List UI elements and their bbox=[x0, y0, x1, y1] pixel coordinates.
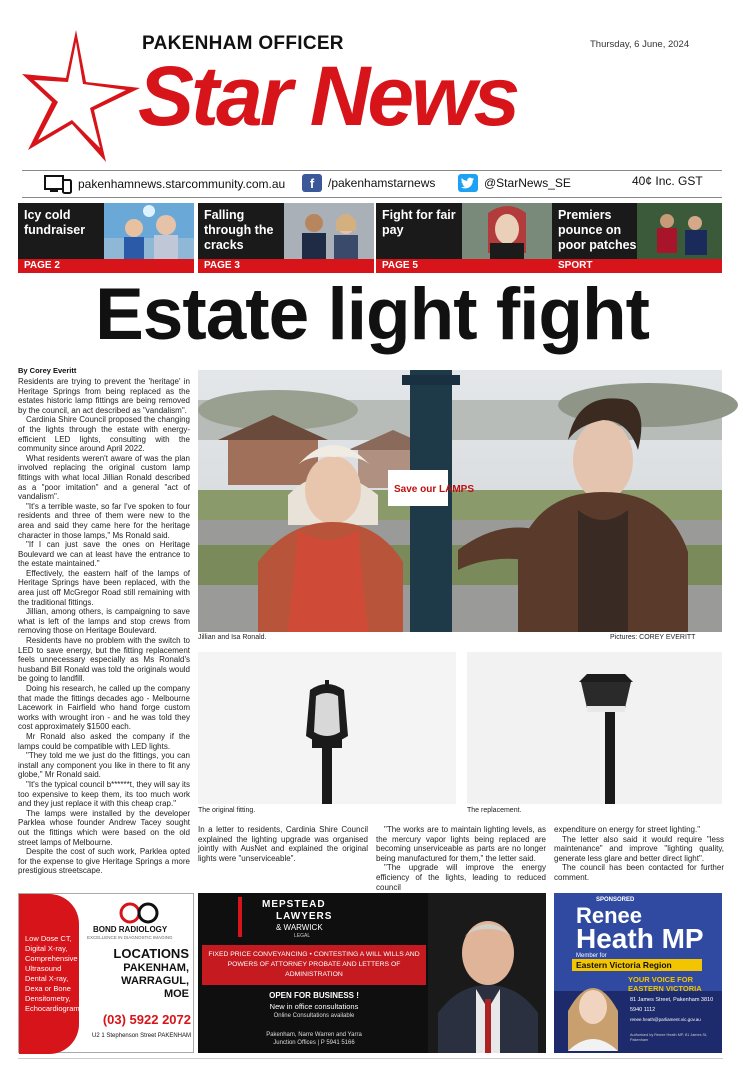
teaser-photo-fair-pay bbox=[462, 203, 552, 260]
teaser-photo-icy bbox=[104, 203, 194, 260]
teaser-photo-falling bbox=[284, 203, 374, 260]
photo-credit: Pictures: COREY EVERITT bbox=[610, 634, 696, 641]
brand-wordmark: Star News bbox=[138, 49, 518, 143]
heath-last-name: Heath MP bbox=[576, 923, 704, 954]
replacement-fitting-photo bbox=[467, 652, 722, 804]
teaser-page-label: PAGE 2 bbox=[18, 259, 194, 273]
bond-phone[interactable]: (03) 5922 2072 bbox=[102, 1012, 191, 1027]
article-paragraph: What residents weren't aware of was the plan involved replacing the original custom lamp fittings with what local Jillian Ronald described as a "poor imitation" and a general "act of vandalism". bbox=[18, 453, 190, 502]
mepstead-services: FIXED PRICE CONVEYANCING • CONTESTING A WILL WILLS AND POWERS OF ATTORNEY PROBATE AND LETTERS OF ADMINISTRATION bbox=[202, 945, 426, 985]
article-paragraph: Despite the cost of such work, Parklea opted for the expense to give Heritage Springs a more prestigious streetscape. bbox=[18, 847, 190, 876]
heath-prefix: SPONSORED bbox=[596, 897, 635, 903]
article-paragraph: Jillian, among others, is campaigning to save what is left of the lamps and stop crews from removing those on Heritage Boulevard. bbox=[18, 607, 190, 636]
renee-heath-ad[interactable] bbox=[554, 893, 722, 1053]
heath-region: Eastern Victoria Region bbox=[572, 959, 702, 971]
teaser-title: Falling through the cracks bbox=[204, 208, 274, 252]
bond-radiology-ad[interactable] bbox=[18, 893, 194, 1053]
bond-services: Low Dose CT, Digital X-ray, Comprehensive Ultrasound Dental X-ray, Dexa or Bone Densitometry, Echocardiogram bbox=[25, 934, 80, 1013]
teaser-page-2[interactable] bbox=[18, 203, 194, 273]
teaser-page-label: PAGE 3 bbox=[198, 259, 374, 273]
bond-locations-title: LOCATIONS bbox=[113, 946, 189, 961]
mepstead-open: OPEN FOR BUSINESS ! bbox=[269, 991, 359, 1000]
original-fitting-caption: The original fitting. bbox=[198, 807, 256, 814]
mepstead-portrait bbox=[428, 893, 546, 1053]
mepstead-name: MEPSTEAD bbox=[262, 899, 326, 910]
article-paragraph: Doing his research, he called up the company that made the fittings decades ago - Melbourne Lacework in Fairfield who hand forge custom works with wrought iron - and he was told they cost approximately $1500 each. bbox=[18, 684, 190, 732]
article-paragraph: Mr Ronald also asked the company if the lamps could be compatible with LED lights. bbox=[18, 731, 190, 751]
article-column-1 bbox=[18, 377, 190, 880]
heath-phone[interactable]: 5940 1112 bbox=[630, 1007, 656, 1013]
price: 40¢ Inc. GST bbox=[632, 174, 703, 188]
article-paragraph: "The upgrade will improve the energy efficiency of the lights, leading to reduced council bbox=[376, 863, 546, 892]
bond-logo-text: BOND RADIOLOGY bbox=[93, 925, 168, 934]
heath-authorised: Authorised by Renee Heath MP, 81 James St, Pakenham bbox=[630, 1033, 708, 1042]
devices-icon bbox=[44, 174, 72, 194]
mepstead-partner: & WARWICK bbox=[276, 923, 323, 932]
issue-date: Thursday, 6 June, 2024 bbox=[590, 39, 690, 50]
teaser-page-label: SPORT bbox=[552, 259, 722, 273]
article-paragraph: Residents have no problem with the switch to LED to save energy, but the fitting replacement feels unnecessary especially as Ms Ronald's husband Bill Ronald was told the originals would be going to landfill. bbox=[18, 636, 190, 684]
article-column-4 bbox=[554, 825, 724, 885]
heath-portrait bbox=[560, 971, 626, 1051]
teaser-photo-sport bbox=[637, 203, 722, 260]
heath-slogan: YOUR VOICE FOR EASTERN VICTORIA bbox=[628, 975, 702, 993]
teaser-title: Premiers pounce on poor patches bbox=[558, 208, 637, 252]
teaser-page-label: PAGE 5 bbox=[376, 259, 552, 273]
article-paragraph: "It's a terrible waste, so far I've spoken to four residents and three of them were new to the area and said they came here for the heritage character in those lamps," Ms Ronald said. bbox=[18, 501, 190, 540]
contact-bar bbox=[22, 170, 722, 198]
article-column-2 bbox=[198, 825, 368, 885]
article-paragraph: expenditure on energy for street lighting." bbox=[554, 825, 701, 834]
article-paragraph: In a letter to residents, Cardinia Shire Council explained the lighting upgrade was organised jointly with AusNet and explained the original lights were "unserviceable". bbox=[198, 825, 368, 863]
facebook-icon: f bbox=[302, 174, 322, 192]
teaser-title: Fight for fair pay bbox=[382, 208, 456, 237]
headline: Estate light fight bbox=[95, 274, 649, 355]
bond-locations: PAKENHAM, WARRAGUL, MOE bbox=[121, 962, 189, 1000]
article-paragraph: Cardinia Shire Council proposed the changing of the lights through the estate with energy-efficient LED lights, consulting with the community since around April 2022. bbox=[18, 415, 190, 454]
teaser-page-3[interactable] bbox=[198, 203, 374, 273]
mepstead-tag: LEGAL bbox=[294, 933, 311, 939]
mepstead-lawyers: LAWYERS bbox=[276, 911, 333, 922]
heath-first-name: Renee bbox=[576, 903, 643, 928]
heath-email[interactable]: renee.heath@parliament.vic.gov.au bbox=[630, 1017, 701, 1022]
article-paragraph: "They told me we just do the fittings, you can install any component you like in there to fit any globe," Mr Ronald said. bbox=[18, 751, 190, 780]
article-paragraph: The lamps were installed by the developer Parklea whose founder Andrew Tacey sought out the fittings which were based on the old street lamps of Melbourne. bbox=[18, 808, 190, 847]
bond-tagline: EXCELLENCE IN DIAGNOSTIC IMAGING bbox=[87, 935, 173, 940]
website-link[interactable]: pakenhamnews.starcommunity.com.au bbox=[78, 177, 286, 191]
twitter-item[interactable] bbox=[458, 174, 571, 192]
article-paragraph: "It's the typical council b******t, they will say its too expensive to keep them, its too much work and they just replace it with this cheap crap." bbox=[18, 779, 190, 809]
sign-text: Save our LAMPS bbox=[394, 484, 475, 495]
article-column-3 bbox=[376, 825, 546, 892]
main-photo bbox=[198, 370, 722, 632]
facebook-link[interactable]: /pakenhamstarnews bbox=[328, 176, 436, 190]
heath-address: 81 James Street, Pakenham 3810 bbox=[630, 997, 714, 1003]
footer-rule bbox=[18, 1058, 723, 1059]
mepstead-lawyers-ad[interactable] bbox=[198, 893, 546, 1053]
byline: By Corey Everitt bbox=[18, 366, 77, 375]
article-paragraph: "The works are to maintain lighting levels, as the mercury vapor lights being replaced are becoming unserviceable as parts are no longer being manufactured for them," the letter said. bbox=[376, 825, 546, 863]
main-photo-caption: Jillian and Isa Ronald. bbox=[198, 634, 267, 641]
twitter-link[interactable]: @StarNews_SE bbox=[484, 176, 571, 190]
article-paragraph: Effectively, the eastern half of the lamps of Heritage Springs have been replaced, with the area just off McGregor Road still remaining with the traditional fittings. bbox=[18, 568, 190, 607]
original-fitting-photo bbox=[198, 652, 456, 804]
website-item[interactable] bbox=[44, 174, 285, 194]
article-paragraph: "If I can just save the ones on Heritage Boulevard we can at least have the entrance to the estate maintained." bbox=[18, 540, 190, 569]
article-paragraph: The council has been contacted for further comment. bbox=[554, 863, 724, 882]
edition-name: PAKENHAM OFFICER bbox=[142, 33, 344, 54]
facebook-item[interactable] bbox=[302, 174, 435, 192]
twitter-icon bbox=[458, 174, 478, 192]
teaser-sport[interactable] bbox=[552, 203, 722, 273]
bond-address: U2 1 Stephenson Street PAKENHAM bbox=[92, 1033, 191, 1039]
article-paragraph: Residents are trying to prevent the 'heritage' in Heritage Springs from being replaced as the estates historic lamp fittings are being removed by the council, an act described as "vandalism". bbox=[18, 377, 190, 415]
teaser-title: Icy cold fundraiser bbox=[24, 208, 86, 237]
article-paragraph: The letter also said it would require "less maintenance" and improve "lighting quality, generate less glare and better direct light". bbox=[554, 834, 724, 863]
replacement-caption: The replacement. bbox=[467, 807, 522, 814]
mepstead-consult: New in office consultations bbox=[269, 1002, 359, 1011]
teaser-page-5[interactable] bbox=[376, 203, 552, 273]
bond-logo-icon bbox=[119, 902, 159, 924]
heath-role: Member for bbox=[576, 953, 607, 959]
mepstead-locations: Pakenham, Narre Warren and Yarra Junction Offices | P 5941 5166 bbox=[266, 1032, 362, 1046]
mepstead-online: Online Consultations available bbox=[273, 1013, 355, 1019]
